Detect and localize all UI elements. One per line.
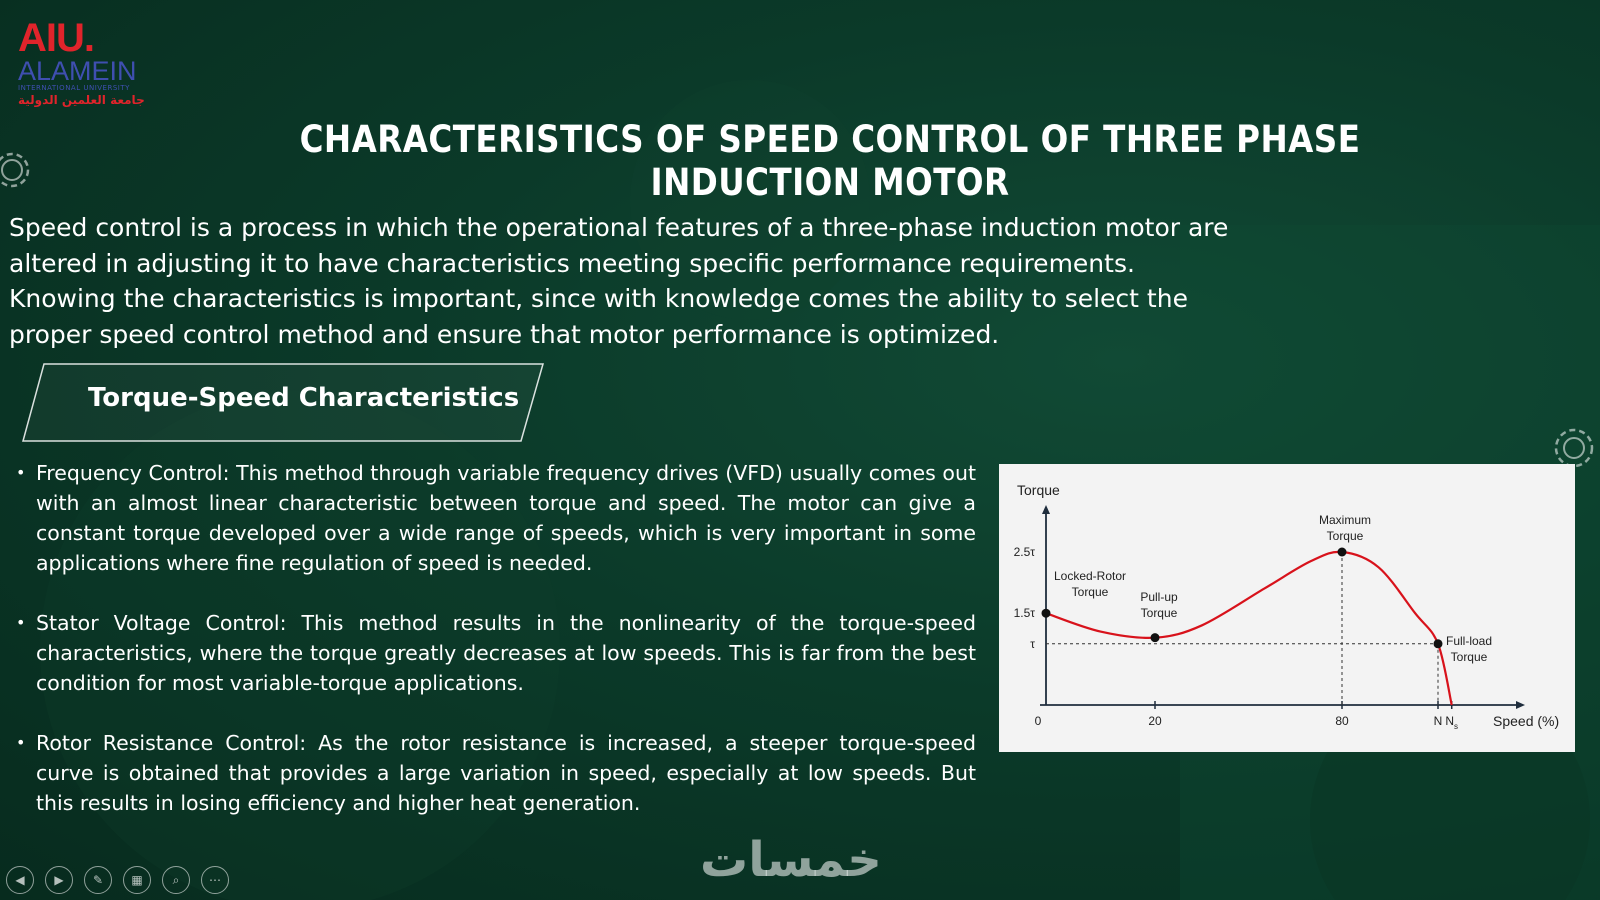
slide-title: CHARACTERISTICS OF SPEED CONTROL OF THREE PHASE INDUCTION MOTOR (299, 118, 1361, 204)
intro-paragraph: Speed control is a process in which the operational features of a three-phase induction motor are altered in adjusting it to have characteristics meeting specific performance requirements. Knowing the characteristics is important, since with knowledge comes the ability to select the proper speed control method and ensure that motor performance is optimized. (9, 213, 1229, 349)
bullet-frequency-control (16, 458, 976, 578)
annotation-locked-rotor-1: Locked-Rotor (1053, 569, 1127, 583)
x-tick-label: 80 (1335, 714, 1349, 728)
pen-icon[interactable]: ✎ (84, 866, 112, 894)
annotation-maximum-1: Maximum (1318, 513, 1372, 527)
gear-icon-left (0, 140, 42, 200)
y-tick-label: 2.5τ (1013, 545, 1035, 559)
watermark-logo: خمسات (700, 832, 882, 888)
bullet-text: Stator Voltage Control: This method results in the nonlinearity of the torque-speed characteristics, where the torque greatly decreases at low speeds. This is far from the best condition for most variable-torque applications. (36, 611, 976, 695)
bullet-stator-voltage-control (16, 608, 976, 698)
chart-annotations (1054, 513, 1492, 664)
logo-subtitle: INTERNATIONAL UNIVERSITY (18, 84, 130, 92)
bullet-dot: • (16, 613, 26, 632)
x-tick-label: N (1433, 714, 1443, 728)
more-options-icon[interactable]: ⋯ (201, 866, 229, 894)
annotation-point (1338, 548, 1347, 557)
section-title: Torque-Speed Characteristics (88, 383, 520, 413)
chart-axes (1040, 505, 1525, 709)
logo-name: ALAMEIN (18, 56, 137, 86)
annotation-pull-up-2: Torque (1140, 606, 1178, 620)
x-tick-label: 20 (1148, 714, 1162, 728)
bullet-rotor-resistance-control (16, 728, 976, 818)
bullet-text: Rotor Resistance Control: As the rotor resistance is increased, a steeper torque-speed curve is obtained that provides a large variation in speed, especially at low speeds. But this results in losing efficiency and higher heat generation. (36, 731, 976, 815)
next-slide-icon[interactable]: ▶ (45, 866, 73, 894)
y-axis-arrow (1042, 505, 1050, 514)
university-logo (18, 18, 168, 107)
annotation-locked-rotor-2: Torque (1071, 585, 1109, 599)
bullet-list (16, 458, 976, 848)
section-header (22, 363, 542, 443)
annotation-full-load-2: Torque (1450, 650, 1488, 664)
previous-slide-icon[interactable]: ◀ (6, 866, 34, 894)
torque-speed-chart (999, 464, 1575, 752)
zoom-icon[interactable]: ⌕ (162, 866, 190, 894)
chart-ylabel: Torque (1017, 482, 1060, 498)
bullet-text: Frequency Control: This method through variable frequency drives (VFD) usually comes out with an almost linear characteristic between torque and speed. The motor can give a constant torque developed over a wide range of speeds, which is very important in some applications where fine regulation of speed is needed. (36, 461, 976, 575)
bullet-dot: • (16, 463, 26, 482)
annotation-point (1042, 609, 1051, 618)
presentation-controls (6, 866, 229, 894)
annotation-maximum-2: Torque (1326, 529, 1364, 543)
bullet-dot: • (16, 733, 26, 752)
x-tick-label: 0 (1034, 714, 1042, 728)
y-tick-label: 1.5τ (1013, 606, 1035, 621)
annotation-full-load-1: Full-load (1445, 634, 1493, 648)
slides-grid-icon[interactable]: ▦ (123, 866, 151, 894)
y-tick-label: τ (1030, 636, 1035, 651)
x-axis-arrow (1516, 701, 1525, 709)
x-tick-label: $N_s$ (1445, 714, 1459, 731)
chart-xlabel: Speed (%) (1493, 713, 1560, 729)
logo-brand: AIU. (18, 16, 94, 60)
annotation-point (1434, 639, 1443, 648)
chart-canvas (999, 464, 1575, 752)
annotation-point (1151, 633, 1160, 642)
logo-arabic: جامعة العلمين الدولية (18, 93, 145, 107)
annotation-pull-up-1: Pull-up (1140, 590, 1178, 604)
